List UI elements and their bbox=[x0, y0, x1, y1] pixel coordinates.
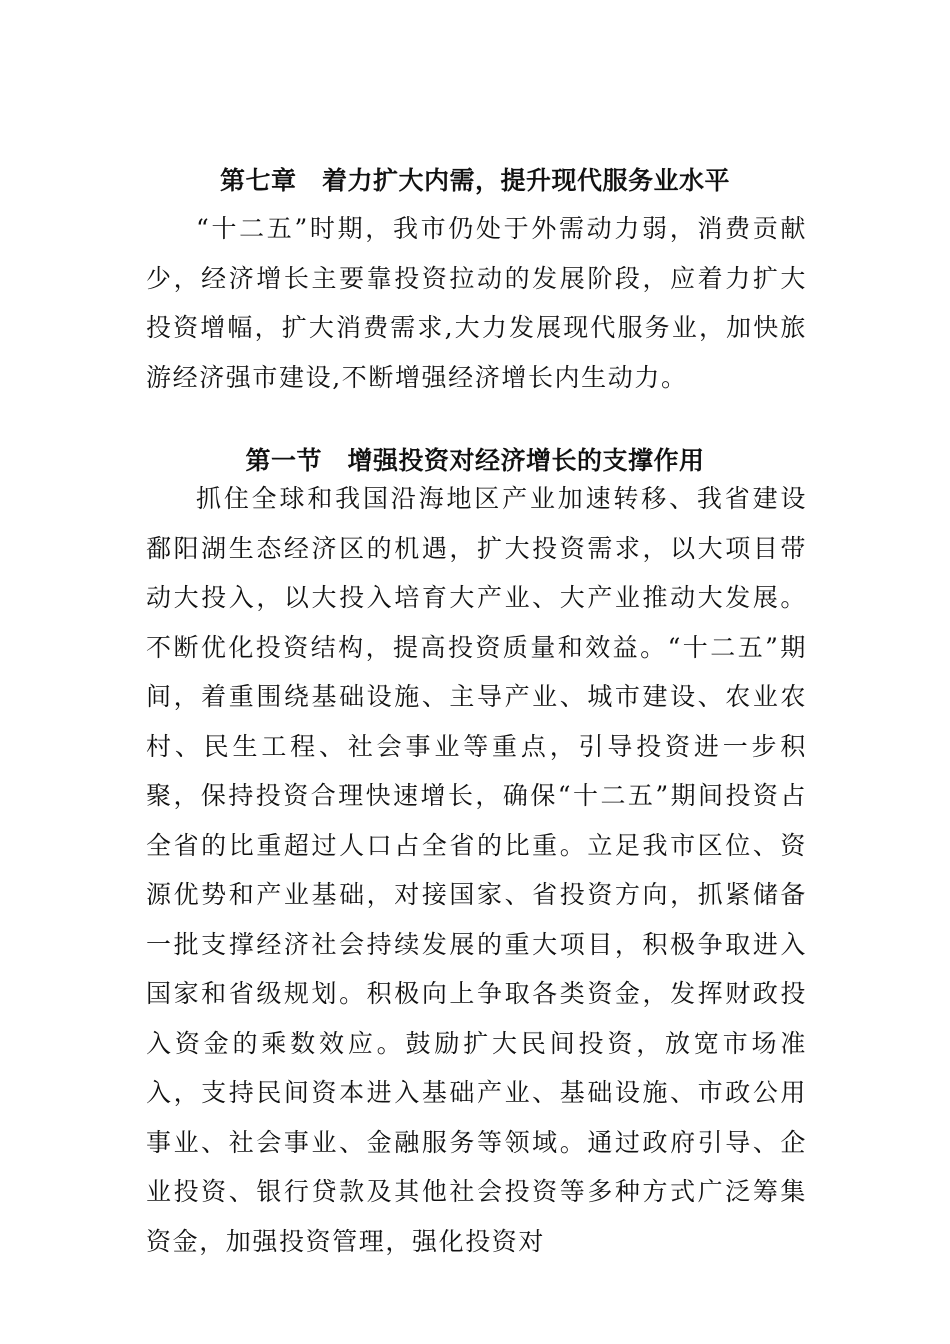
intro-paragraph: “十二五”时期，我市仍处于外需动力弱，消费贡献少，经济增长主要靠投资拉动的发展阶段，应着力扩大投资增幅，扩大消费需求,大力发展现代服务业，加快旅游经济强市建设,不断增强经济增长内生动力。 bbox=[146, 214, 807, 392]
section-title: 第一节 增强投资对经济增长的支撑作用 bbox=[245, 445, 705, 475]
chapter-title: 第七章 着力扩大内需，提升现代服务业水平 bbox=[219, 165, 730, 195]
section-paragraph: 抓住全球和我国沿海地区产业加速转移、我省建设鄱阳湖生态经济区的机遇，扩大投资需求，以大项目带动大投入，以大投入培育大产业、大产业推动大发展。不断优化投资结构，提高投资质量和效益。“十二五”期间，着重围绕基础设施、主导产业、城市建设、农业农村、民生工程、社会事业等重点，引导投资进一步积聚，保持投资合理快速增长，确保“十二五”期间投资占全省的比重超过人口占全省的比重。立足我市区位、资源优势和产业基础，对接国家、省投资方向，抓紧储备一批支撑经济社会持续发展的重大项目，积极争取进入国家和省级规划。积极向上争取各类资金，发挥财政投入资金的乘数效应。鼓励扩大民间投资，放宽市场准入，支持民间资本进入基础产业、基础设施、市政公用事业、社会事业、金融服务等领域。通过政府引导、企业投资、银行贷款及其他社会投资等多种方式广泛筹集资金，加强投资管理，强化投资对 bbox=[146, 484, 807, 1256]
